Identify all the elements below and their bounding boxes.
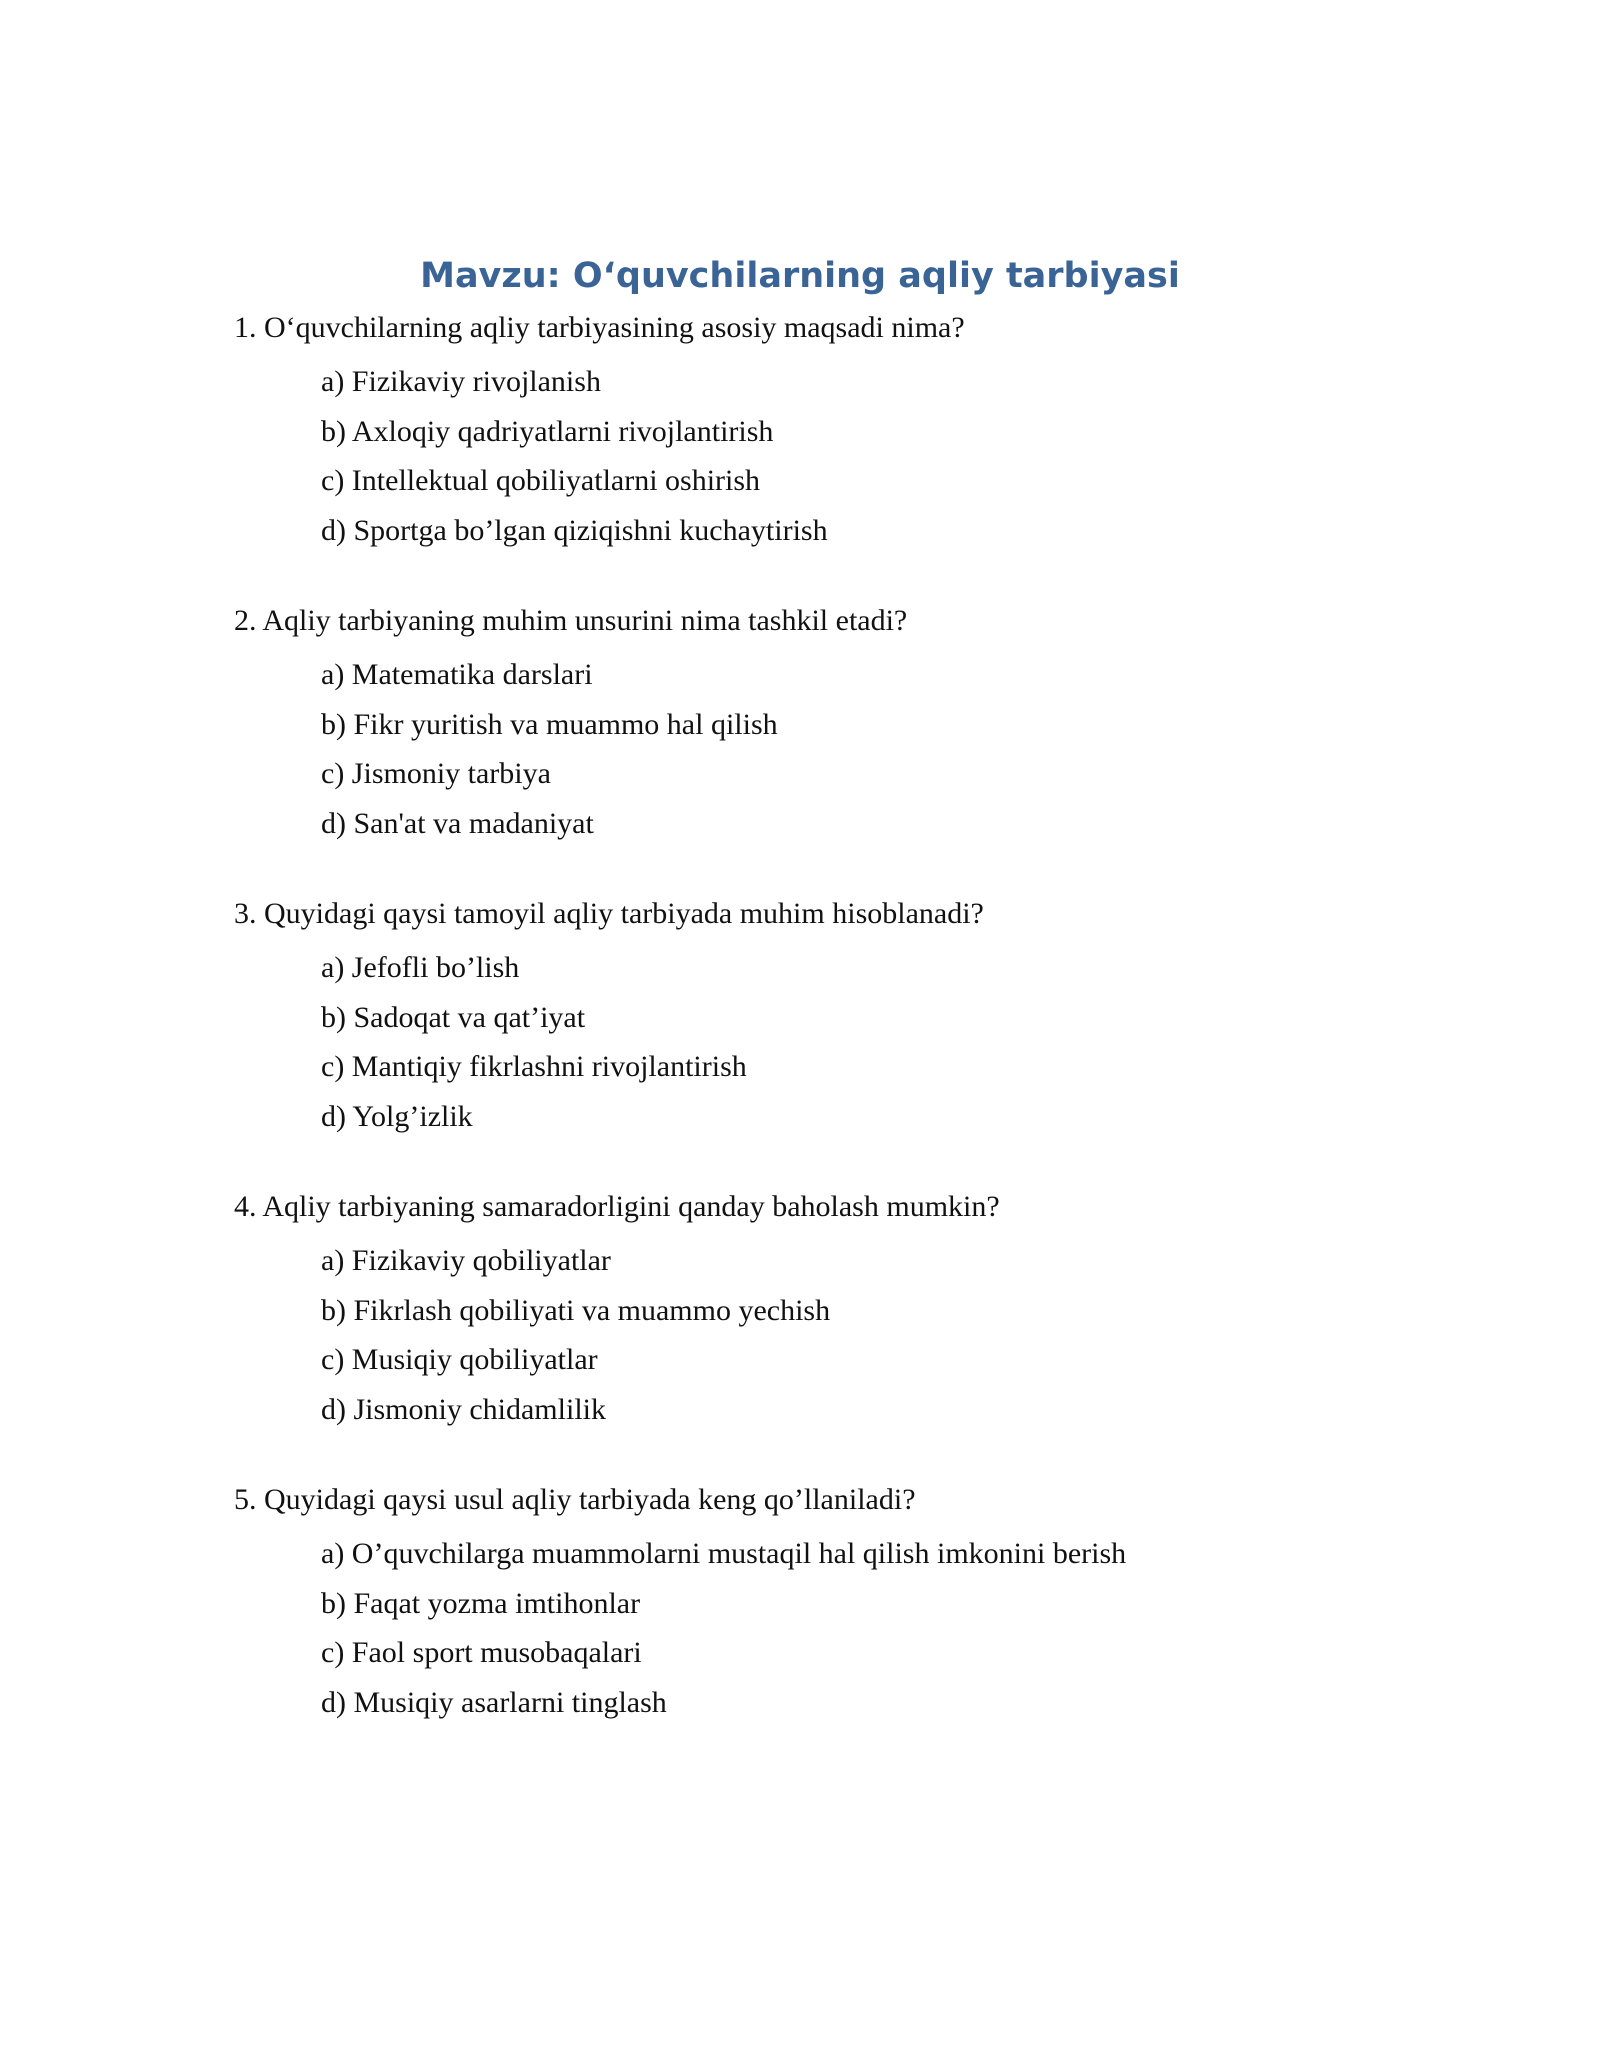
- answer-option-c: c) Faol sport musobaqalari: [321, 1636, 642, 1669]
- question-text: 4. Aqliy tarbiyaning samaradorligini qanday baholash mumkin?: [234, 1190, 1000, 1223]
- answer-option-a: a) O’quvchilarga muammolarni mustaqil hal qilish imkonini berish: [321, 1537, 1127, 1570]
- answer-option-c: c) Intellektual qobiliyatlarni oshirish: [321, 464, 761, 497]
- answer-option-c: c) Jismoniy tarbiya: [321, 757, 551, 790]
- question-1: [234, 304, 1434, 555]
- answer-option-a: a) Fizikaviy qobiliyatlar: [321, 1244, 611, 1277]
- question-text: 2. Aqliy tarbiyaning muhim unsurini nima tashkil etadi?: [234, 604, 908, 637]
- answer-options: [234, 1236, 1434, 1434]
- question-text: 5. Quyidagi qaysi usul aqliy tarbiyada keng qo’llaniladi?: [234, 1483, 916, 1516]
- answer-option-b: b) Faqat yozma imtihonlar: [321, 1586, 641, 1620]
- question-4: [234, 1183, 1434, 1434]
- answer-options: [234, 650, 1434, 848]
- answer-option-b: b) Fikr yuritish va muammo hal qilish: [321, 707, 778, 741]
- answer-option-a: a) Matematika darslari: [321, 658, 593, 691]
- question-list: [234, 304, 1434, 1769]
- question-text: 1. O‘quvchilarning aqliy tarbiyasining asosiy maqsadi nima?: [234, 311, 965, 344]
- answer-option-a: a) Fizikaviy rivojlanish: [321, 365, 601, 398]
- answer-options: [234, 943, 1434, 1141]
- answer-options: [234, 1529, 1434, 1727]
- question-3: [234, 890, 1434, 1141]
- answer-option-b: b) Axloqiy qadriyatlarni rivojlantirish: [321, 414, 774, 448]
- answer-option-c: c) Musiqiy qobiliyatlar: [321, 1343, 598, 1376]
- answer-option-b: b) Fikrlash qobiliyati va muammo yechish: [321, 1293, 831, 1327]
- answer-option-d: d) Jismoniy chidamlilik: [321, 1392, 606, 1426]
- answer-option-b: b) Sadoqat va qat’iyat: [321, 1000, 586, 1034]
- document-title: Mavzu: O‘quvchilarning aqliy tarbiyasi: [420, 256, 1180, 296]
- question-text: 3. Quyidagi qaysi tamoyil aqliy tarbiyada muhim hisoblanadi?: [234, 897, 984, 930]
- answer-option-a: a) Jefofli bo’lish: [321, 951, 520, 984]
- answer-options: [234, 357, 1434, 555]
- answer-option-d: d) Sportga bo’lgan qiziqishni kuchaytirish: [321, 513, 828, 547]
- question-5: [234, 1476, 1434, 1727]
- answer-option-c: c) Mantiqiy fikrlashni rivojlantirish: [321, 1050, 747, 1083]
- question-2: [234, 597, 1434, 848]
- answer-option-d: d) San'at va madaniyat: [321, 806, 594, 840]
- answer-option-d: d) Yolg’izlik: [321, 1099, 473, 1133]
- answer-option-d: d) Musiqiy asarlarni tinglash: [321, 1685, 667, 1719]
